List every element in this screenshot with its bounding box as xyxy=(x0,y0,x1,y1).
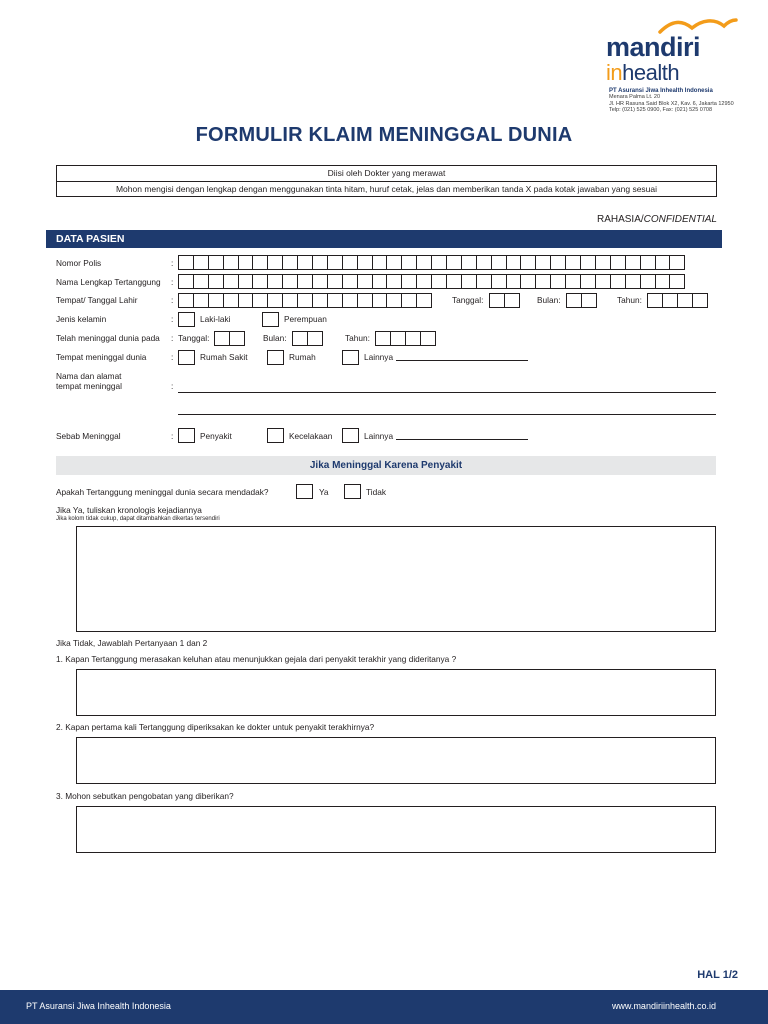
char-box[interactable] xyxy=(580,255,596,270)
char-box[interactable] xyxy=(282,274,298,289)
option-lainnya: Lainnya xyxy=(364,431,394,441)
checkbox-ya[interactable] xyxy=(296,484,313,499)
nama-lengkap-input[interactable] xyxy=(178,274,684,289)
confidential-label: RAHASIA/CONFIDENTIAL xyxy=(596,214,717,225)
char-box[interactable] xyxy=(178,274,194,289)
colon: : xyxy=(171,352,174,362)
checkbox-lainnya[interactable] xyxy=(342,350,359,365)
label-jika-tidak: Jika Tidak, Jawablah Pertanyaan 1 dan 2 xyxy=(56,638,208,648)
char-box[interactable] xyxy=(416,293,432,308)
char-box[interactable] xyxy=(193,274,209,289)
char-box[interactable] xyxy=(535,274,551,289)
checkbox-rumah-sakit[interactable] xyxy=(178,350,195,365)
label-bulan: Bulan: xyxy=(263,333,287,343)
char-box[interactable] xyxy=(416,255,432,270)
char-box[interactable] xyxy=(476,255,492,270)
label-tempat-tanggal-lahir: Tempat/ Tanggal Lahir xyxy=(56,295,138,305)
char-box[interactable] xyxy=(461,255,477,270)
lainnya-sebab-input-line[interactable] xyxy=(396,439,528,440)
colon: : xyxy=(171,277,174,287)
char-box[interactable] xyxy=(625,274,641,289)
question-2: 2. Kapan pertama kali Tertanggung diperiksakan ke dokter untuk penyakit terakhirnya? xyxy=(56,722,375,732)
option-penyakit: Penyakit xyxy=(200,431,232,441)
char-box[interactable] xyxy=(238,293,254,308)
char-box[interactable] xyxy=(312,293,328,308)
char-box[interactable] xyxy=(461,274,477,289)
char-box[interactable] xyxy=(692,293,708,308)
char-box[interactable] xyxy=(595,274,611,289)
char-box[interactable] xyxy=(565,274,581,289)
answer-1-textarea[interactable] xyxy=(76,669,716,716)
char-box[interactable] xyxy=(401,293,417,308)
alamat-input-line-2[interactable] xyxy=(178,414,716,415)
kronologis-textarea[interactable] xyxy=(76,526,716,632)
char-box[interactable] xyxy=(550,274,566,289)
option-tidak: Tidak xyxy=(366,487,386,497)
char-box[interactable] xyxy=(282,255,298,270)
char-box[interactable] xyxy=(669,255,685,270)
char-box[interactable] xyxy=(372,293,388,308)
char-box[interactable] xyxy=(238,255,254,270)
note-kolom-tambahan: Jika kolom tidak cukup, dapat ditambahkan dikertas tersendiri xyxy=(56,516,220,522)
address-line: Menara Palma Lt. 20 xyxy=(609,94,661,101)
section-header-data-pasien: DATA PASIEN xyxy=(46,230,722,248)
colon: : xyxy=(171,333,174,343)
char-box[interactable] xyxy=(580,274,596,289)
char-box[interactable] xyxy=(655,274,671,289)
checkbox-rumah[interactable] xyxy=(267,350,284,365)
char-box[interactable] xyxy=(372,274,388,289)
char-box[interactable] xyxy=(446,255,462,270)
char-box[interactable] xyxy=(491,255,507,270)
label-nama-alamat: Nama dan alamat xyxy=(56,371,122,381)
char-box[interactable] xyxy=(647,293,663,308)
question-1: 1. Kapan Tertanggung merasakan keluhan atau menunjukkan gejala dari penyakit terakhir yang dideritanya ? xyxy=(56,654,457,664)
char-box[interactable] xyxy=(193,255,209,270)
char-box[interactable] xyxy=(431,255,447,270)
address-line: Jl. HR Rasuna Said Blok X2, Kav. 6, Jakarta 12950 xyxy=(609,100,734,107)
sub-section-header-penyakit: Jika Meninggal Karena Penyakit xyxy=(56,456,716,475)
char-box[interactable] xyxy=(420,331,436,346)
char-box[interactable] xyxy=(297,293,313,308)
checkbox-penyakit[interactable] xyxy=(178,428,195,443)
bulan-meninggal-input[interactable] xyxy=(292,331,322,346)
char-box[interactable] xyxy=(267,255,283,270)
char-box[interactable] xyxy=(375,331,391,346)
char-box[interactable] xyxy=(520,274,536,289)
checkbox-lainnya-sebab[interactable] xyxy=(342,428,359,443)
char-box[interactable] xyxy=(386,293,402,308)
char-box[interactable] xyxy=(267,293,283,308)
char-box[interactable] xyxy=(342,293,358,308)
char-box[interactable] xyxy=(565,255,581,270)
char-box[interactable] xyxy=(252,274,268,289)
char-box[interactable] xyxy=(416,274,432,289)
char-box[interactable] xyxy=(327,255,343,270)
tanggal-meninggal-input[interactable] xyxy=(214,331,244,346)
char-box[interactable] xyxy=(506,274,522,289)
char-box[interactable] xyxy=(178,255,194,270)
colon: : xyxy=(171,381,174,391)
char-box[interactable] xyxy=(292,331,308,346)
char-box[interactable] xyxy=(252,293,268,308)
colon: : xyxy=(171,295,174,305)
question-mendadak: Apakah Tertanggung meninggal dunia secara mendadak? xyxy=(56,487,269,497)
label-bulan: Bulan: xyxy=(537,295,561,305)
char-box[interactable] xyxy=(178,293,194,308)
tempat-lahir-input[interactable] xyxy=(178,293,431,308)
checkbox-perempuan[interactable] xyxy=(262,312,279,327)
tanggal-lahir-input[interactable] xyxy=(489,293,519,308)
label-tahun: Tahun: xyxy=(617,295,642,305)
option-perempuan: Perempuan xyxy=(284,314,327,324)
char-box[interactable] xyxy=(662,293,678,308)
char-box[interactable] xyxy=(252,255,268,270)
char-box[interactable] xyxy=(550,255,566,270)
option-lainnya: Lainnya xyxy=(364,352,394,362)
checkbox-kecelakaan[interactable] xyxy=(267,428,284,443)
footer-website-link[interactable]: www.mandiriinhealth.co.id xyxy=(611,1001,716,1011)
char-box[interactable] xyxy=(581,293,597,308)
option-kecelakaan: Kecelakaan xyxy=(289,431,333,441)
checkbox-tidak[interactable] xyxy=(344,484,361,499)
char-box[interactable] xyxy=(223,274,239,289)
label-jenis-kelamin: Jenis kelamin xyxy=(56,314,107,324)
label-nama-lengkap: Nama Lengkap Tertanggung xyxy=(56,277,161,287)
label-tempat-meninggal: Tempat meninggal dunia xyxy=(56,352,147,362)
nomor-polis-input[interactable] xyxy=(178,255,684,270)
char-box[interactable] xyxy=(208,255,224,270)
instruction-row: Diisi oleh Dokter yang merawat xyxy=(327,168,446,178)
option-rumah-sakit: Rumah Sakit xyxy=(200,352,248,362)
label-telah-meninggal: Telah meninggal dunia pada xyxy=(56,333,160,343)
char-box[interactable] xyxy=(223,293,239,308)
label-tanggal: Tanggal: xyxy=(452,295,484,305)
char-box[interactable] xyxy=(566,293,582,308)
char-box[interactable] xyxy=(223,255,239,270)
instruction-box xyxy=(56,165,717,197)
label-tempat-meninggal-2: tempat meninggal xyxy=(56,381,122,391)
char-box[interactable] xyxy=(405,331,421,346)
char-box[interactable] xyxy=(229,331,245,346)
colon: : xyxy=(171,431,174,441)
label-tanggal: Tanggal: xyxy=(178,333,210,343)
char-box[interactable] xyxy=(506,255,522,270)
char-box[interactable] xyxy=(401,274,417,289)
label-tahun: Tahun: xyxy=(345,333,370,343)
bulan-lahir-input[interactable] xyxy=(566,293,596,308)
char-box[interactable] xyxy=(595,255,611,270)
contact-line: Telp: (021) 525 0900, Fax: (021) 525 0708 xyxy=(609,106,713,113)
char-box[interactable] xyxy=(342,274,358,289)
char-box[interactable] xyxy=(677,293,693,308)
char-box[interactable] xyxy=(327,293,343,308)
footer-company-name: PT Asuransi Jiwa Inhealth Indonesia xyxy=(26,1001,171,1011)
instruction-row: Mohon mengisi dengan lengkap dengan menggunakan tinta hitam, huruf cetak, jelas dan memberikan tanda X pada kotak jawaban yang sesuai xyxy=(57,181,716,196)
char-box[interactable] xyxy=(655,255,671,270)
answer-2-textarea[interactable] xyxy=(76,737,716,784)
label-nomor-polis: Nomor Polis xyxy=(56,258,102,268)
char-box[interactable] xyxy=(476,274,492,289)
char-box[interactable] xyxy=(535,255,551,270)
colon: : xyxy=(171,314,174,324)
colon: : xyxy=(171,258,174,268)
char-box[interactable] xyxy=(386,274,402,289)
label-jika-ya: Jika Ya, tuliskan kronologis kejadiannya xyxy=(56,505,202,515)
option-rumah: Rumah xyxy=(289,352,316,362)
checkbox-laki-laki[interactable] xyxy=(178,312,195,327)
label-sebab-meninggal: Sebab Meninggal xyxy=(56,431,121,441)
page-number: HAL 1/2 xyxy=(697,969,738,981)
question-3: 3. Mohon sebutkan pengobatan yang diberikan? xyxy=(56,791,234,801)
char-box[interactable] xyxy=(214,331,230,346)
char-box[interactable] xyxy=(520,255,536,270)
char-box[interactable] xyxy=(297,274,313,289)
answer-3-textarea[interactable] xyxy=(76,806,716,853)
char-box[interactable] xyxy=(357,255,373,270)
char-box[interactable] xyxy=(342,255,358,270)
lainnya-input-line[interactable] xyxy=(396,360,528,361)
char-box[interactable] xyxy=(282,293,298,308)
footer-bar xyxy=(0,990,768,1024)
char-box[interactable] xyxy=(297,255,313,270)
char-box[interactable] xyxy=(610,274,626,289)
char-box[interactable] xyxy=(625,255,641,270)
char-box[interactable] xyxy=(504,293,520,308)
char-box[interactable] xyxy=(640,255,656,270)
char-box[interactable] xyxy=(307,331,323,346)
char-box[interactable] xyxy=(446,274,462,289)
char-box[interactable] xyxy=(489,293,505,308)
company-address xyxy=(609,88,759,113)
char-box[interactable] xyxy=(669,274,685,289)
char-box[interactable] xyxy=(431,274,447,289)
char-box[interactable] xyxy=(357,274,373,289)
char-box[interactable] xyxy=(208,274,224,289)
char-box[interactable] xyxy=(401,255,417,270)
tahun-lahir-input[interactable] xyxy=(647,293,707,308)
logo-wordmark-inhealth: inhealth xyxy=(606,60,680,85)
char-box[interactable] xyxy=(390,331,406,346)
char-box[interactable] xyxy=(640,274,656,289)
char-box[interactable] xyxy=(372,255,388,270)
company-logo xyxy=(606,14,751,84)
char-box[interactable] xyxy=(491,274,507,289)
char-box[interactable] xyxy=(327,274,343,289)
option-laki-laki: Laki-laki xyxy=(200,314,231,324)
logo-wordmark-mandiri: mandiri xyxy=(606,32,701,62)
char-box[interactable] xyxy=(312,274,328,289)
char-box[interactable] xyxy=(357,293,373,308)
company-name: PT Asuransi Jiwa Inhealth Indonesia xyxy=(609,88,713,94)
char-box[interactable] xyxy=(267,274,283,289)
char-box[interactable] xyxy=(610,255,626,270)
tahun-meninggal-input[interactable] xyxy=(375,331,435,346)
char-box[interactable] xyxy=(386,255,402,270)
form-title: FORMULIR KLAIM MENINGGAL DUNIA xyxy=(195,124,573,146)
char-box[interactable] xyxy=(238,274,254,289)
char-box[interactable] xyxy=(193,293,209,308)
char-box[interactable] xyxy=(208,293,224,308)
char-box[interactable] xyxy=(312,255,328,270)
alamat-input-line-1[interactable] xyxy=(178,392,716,393)
option-ya: Ya xyxy=(319,487,329,497)
